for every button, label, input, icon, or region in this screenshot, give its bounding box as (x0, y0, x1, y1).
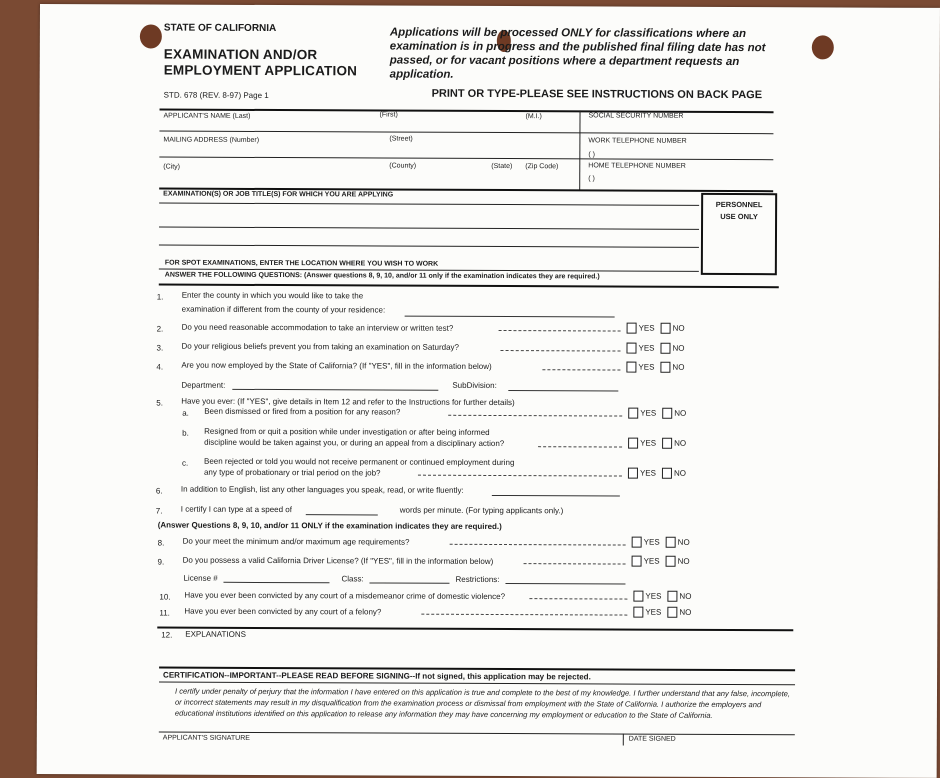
name-last-label: APPLICANT'S NAME (Last) (163, 112, 251, 120)
zip-label: (Zip Code) (525, 163, 559, 171)
question-number: 7. (155, 506, 163, 516)
license-class-field[interactable] (369, 582, 449, 583)
no-label: NO (674, 408, 687, 418)
yes-label: YES (643, 556, 660, 566)
application-form (37, 4, 940, 778)
leader-line (418, 475, 622, 477)
q9-text: Do you possess a valid California Driver License? (If "YES", fill in the information below) (182, 555, 494, 566)
q3-no-checkbox[interactable] (660, 343, 670, 354)
work-phone-field[interactable]: ( ) (588, 151, 595, 159)
q3-text: Do your religious beliefs prevent you from taking an examination on Saturday? (181, 341, 460, 352)
use-only-label: USE ONLY (720, 211, 758, 222)
q10-text: Have you ever been convicted by any court of a misdemeanor crime of domestic violence? (184, 590, 506, 602)
exam-entry-line[interactable] (159, 227, 699, 230)
question-number: 9. (157, 557, 165, 567)
state-field-label: (State) (491, 162, 513, 171)
languages-field[interactable] (492, 495, 620, 497)
q3-yes-no (626, 343, 684, 354)
q2-no-checkbox[interactable] (661, 323, 671, 334)
question-number: 2. (156, 324, 164, 334)
question-number: 10. (159, 592, 171, 602)
q7-text: I certify I can type at a speed of (180, 504, 292, 515)
question-number: 12. (161, 630, 173, 640)
divider (159, 284, 779, 289)
mailing-number-label: MAILING ADDRESS (Number) (163, 136, 260, 144)
q11-yes-no (633, 607, 691, 618)
no-label: NO (677, 556, 690, 566)
q9-yes-no (632, 556, 690, 567)
yes-label: YES (645, 607, 662, 617)
q4-yes-checkbox[interactable] (626, 362, 636, 373)
q1-text: Enter the county in which you would like to take the (181, 290, 364, 301)
q11-no-checkbox[interactable] (667, 607, 677, 618)
q5a-text: Been dismissed or fired from a position for any reason? (204, 406, 401, 417)
leader-line (421, 614, 627, 616)
certification-text: I certify under penalty of perjury that the information I have entered on this application is true and complete to the best of my knowledge. I further understand that any false, incomplete, or incorrect statements may result in my disqualification from the examination process or dismissal from employment with the State of California. I authorize the employers and educational institutions identified on this application to release any information they may have concerning my employment or education to the State of California. (174, 686, 791, 720)
print-instructions: PRINT OR TYPE-PLEASE SEE INSTRUCTIONS ON BACK PAGE (431, 87, 763, 102)
explanations-label: EXPLANATIONS (185, 629, 247, 639)
county-label: (County) (389, 162, 417, 170)
q5b-no-checkbox[interactable] (662, 438, 672, 449)
leader-line (500, 350, 620, 352)
no-label: NO (672, 362, 685, 372)
q11-text: Have you ever been convicted by any court of a felony? (184, 606, 382, 617)
divider (623, 734, 624, 746)
yes-label: YES (645, 591, 662, 601)
leader-line (450, 544, 626, 546)
no-label: NO (672, 343, 685, 353)
q5b-text: Resigned from or quit a position while under investigation or after being informed (204, 426, 490, 437)
divider (159, 732, 795, 736)
no-label: NO (672, 323, 685, 333)
license-label: License # (183, 573, 218, 583)
yes-label: YES (640, 438, 657, 448)
signature-label[interactable]: APPLICANT'S SIGNATURE (162, 734, 250, 742)
q5b-yes-checkbox[interactable] (628, 438, 638, 449)
ssn-label[interactable]: SOCIAL SECURITY NUMBER (588, 112, 684, 120)
certification-heading: CERTIFICATION--IMPORTANT--PLEASE READ BEFORE SIGNING--If not signed, this application may be rejected. (163, 670, 591, 682)
license-number-field[interactable] (223, 582, 329, 583)
q5-text: Have you ever: (If "YES", give details in Item 12 and refer to the Instructions for further details) (181, 396, 515, 408)
q8-yes-no (632, 537, 690, 548)
q5a-no-checkbox[interactable] (662, 408, 672, 419)
q5b-text: discipline would be taken against you, or during an appeal from a disciplinary action? (204, 437, 505, 449)
divider (159, 131, 773, 135)
leader-line (499, 330, 621, 332)
q6-text: In addition to English, list any other languages you speak, read, or write fluently: (180, 484, 464, 495)
q2-yes-checkbox[interactable] (627, 323, 637, 334)
question-number: 8. (157, 538, 165, 548)
subdivision-label: SubDivision: (452, 380, 497, 390)
class-label: Class: (341, 574, 364, 584)
no-label: NO (679, 591, 692, 601)
divider (579, 110, 580, 190)
question-number: 6. (155, 486, 163, 496)
personnel-label: PERSONNEL (715, 199, 763, 210)
q5c-text: any type of probationary or trial period on the job? (203, 467, 381, 478)
answer-questions-header: ANSWER THE FOLLOWING QUESTIONS: (Answer questions 8, 9, 10, and/or 11 only if the examination indicates they are required.) (164, 271, 600, 281)
question-number: 5. (156, 398, 163, 408)
q9-no-checkbox[interactable] (666, 556, 676, 567)
department-label: Department: (181, 380, 226, 390)
yes-label: YES (638, 362, 655, 372)
q5c-yes-no (628, 468, 686, 479)
personnel-use-only-box (701, 193, 777, 275)
q8-no-checkbox[interactable] (666, 537, 676, 548)
exam-entry-line[interactable] (159, 245, 699, 248)
no-label: NO (674, 438, 687, 448)
q8-11-header: (Answer Questions 8, 9, 10, and/or 11 ONLY if the examination indicates they are required.) (157, 520, 502, 532)
q3-yes-checkbox[interactable] (626, 343, 636, 354)
divider (159, 157, 773, 161)
subdivision-field[interactable] (508, 390, 618, 391)
spot-exam-label: FOR SPOT EXAMINATIONS, ENTER THE LOCATION WHERE YOU WISH TO WORK (164, 259, 439, 268)
q8-yes-checkbox[interactable] (632, 537, 642, 548)
leader-line (448, 415, 622, 417)
q5a-yes-checkbox[interactable] (628, 408, 638, 419)
home-phone-label: HOME TELEPHONE NUMBER (588, 162, 686, 170)
q7-text: words per minute. (For typing applicants only.) (399, 505, 564, 516)
leader-line (524, 563, 626, 564)
yes-label: YES (638, 323, 655, 333)
leader-line (538, 446, 622, 447)
question-number: 3. (156, 343, 164, 353)
divider (159, 203, 699, 206)
q5c-yes-checkbox[interactable] (628, 468, 638, 479)
county-preference-field[interactable] (405, 316, 615, 318)
date-signed-label[interactable]: DATE SIGNED (628, 735, 676, 743)
exam-title-label: EXAMINATION(S) OR JOB TITLE(S) FOR WHICH YOU ARE APPLYING (163, 190, 394, 199)
q5a-letter: a. (182, 408, 189, 418)
home-phone-field[interactable]: ( ) (588, 175, 595, 183)
form-id: STD. 678 (REV. 8-97) Page 1 (163, 90, 269, 100)
q4-yes-no (626, 362, 684, 373)
punch-hole (812, 35, 834, 59)
q5c-text: Been rejected or told you would not receive permanent or continued employment during (203, 456, 515, 468)
q5c-letter: c. (181, 458, 189, 468)
restrictions-field[interactable] (505, 583, 625, 585)
q10-yes-checkbox[interactable] (633, 591, 643, 602)
divider (159, 682, 795, 686)
processing-notice: Applications will be processed ONLY for classifications where an examination is in progress and the published final filing date has not passed, or for vacant positions where a department requests an application. (389, 26, 766, 81)
q4-text: Are you now employed by the State of California? (If "YES", fill in the information below) (181, 360, 492, 371)
q8-text: Do your meet the minimum and/or maximum age requirements? (182, 536, 410, 547)
name-mi-label: (M.I.) (525, 113, 542, 121)
work-phone-label: WORK TELEPHONE NUMBER (588, 137, 687, 145)
explanations-area[interactable] (157, 643, 793, 668)
department-field[interactable] (232, 389, 438, 391)
q10-no-checkbox[interactable] (667, 591, 677, 602)
form-title-line2: EMPLOYMENT APPLICATION (163, 62, 358, 79)
leader-line (529, 598, 627, 599)
q11-yes-checkbox[interactable] (633, 607, 643, 618)
question-number: 11. (159, 608, 170, 618)
no-label: NO (677, 537, 690, 547)
state-label: STATE OF CALIFORNIA (163, 22, 277, 35)
typing-speed-field[interactable] (306, 514, 378, 515)
punch-hole (140, 24, 162, 48)
form-title-line1: EXAMINATION AND/OR (163, 46, 318, 63)
q1-text: examination if different from the county of your residence: (181, 304, 386, 315)
yes-label: YES (640, 408, 657, 418)
q5b-yes-no (628, 438, 686, 449)
q10-yes-no (633, 591, 691, 602)
question-number: 4. (156, 362, 164, 372)
q5c-no-checkbox[interactable] (662, 468, 672, 479)
q5a-yes-no (628, 408, 686, 419)
q5b-letter: b. (182, 428, 189, 438)
yes-label: YES (639, 468, 656, 478)
city-label: (City) (163, 163, 181, 171)
q9-yes-checkbox[interactable] (632, 556, 642, 567)
restrictions-label: Restrictions: (455, 574, 500, 585)
question-number: 1. (156, 292, 164, 302)
no-label: NO (679, 607, 692, 617)
yes-label: YES (643, 537, 660, 547)
q4-no-checkbox[interactable] (660, 362, 670, 373)
yes-label: YES (638, 343, 655, 353)
mailing-street-label: (Street) (389, 135, 413, 143)
name-first-label: (First) (379, 111, 398, 119)
q2-yes-no (627, 323, 685, 334)
divider (157, 627, 793, 632)
no-label: NO (673, 468, 686, 478)
q2-text: Do you need reasonable accommodation to take an interview or written test? (181, 322, 454, 333)
leader-line (542, 369, 620, 370)
